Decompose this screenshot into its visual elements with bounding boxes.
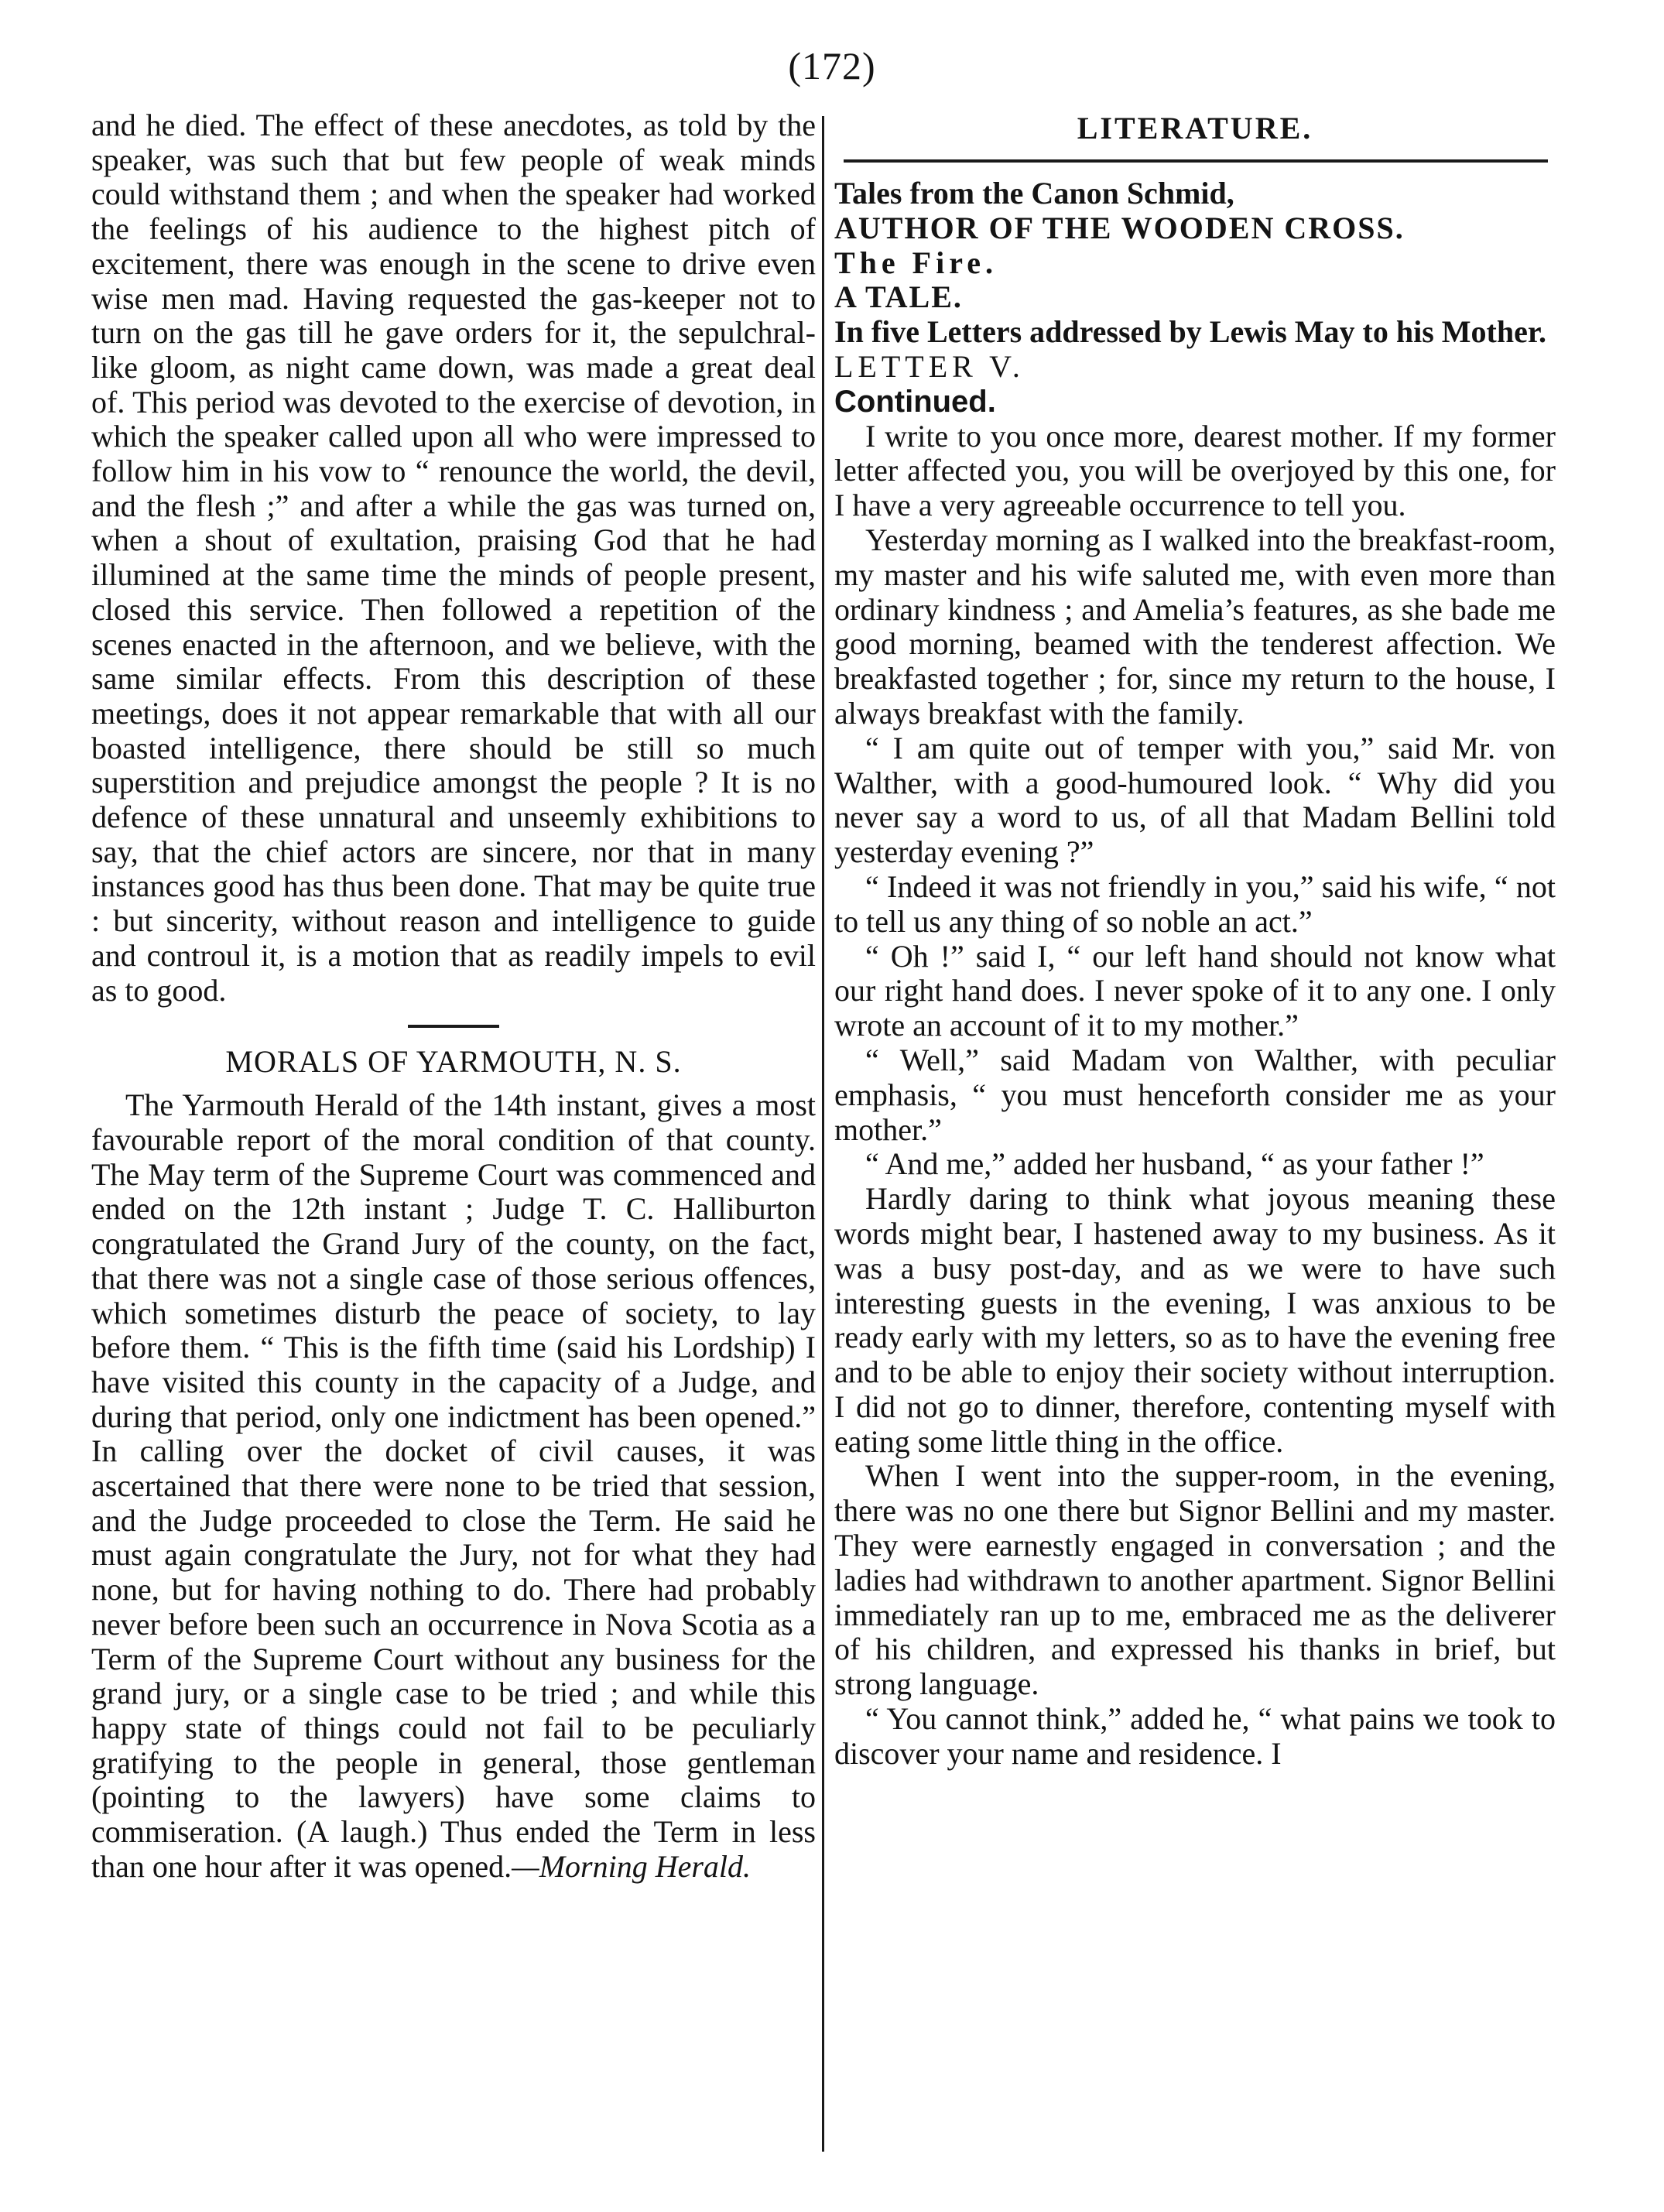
author-line: AUTHOR OF THE WOODEN CROSS. [834, 210, 1405, 245]
tale-subtitle: A TALE. [834, 279, 963, 315]
section-title: MORALS OF YARMOUTH, N. S. [225, 1044, 682, 1080]
literature-heading: LITERATURE. [1077, 111, 1313, 146]
tales-line: Tales from the Canon Schmid, [834, 176, 1234, 211]
story-paragraph: “ Well,” said Madam von Walther, with peculiar emphasis, “ you must henceforth consider me as your mother.” [834, 1042, 1556, 1147]
story-paragraph: “ I am quite out of temper with you,” said Mr. von Walther, with a good-humoured look. “ Why did you never say a word to us, of all that Madam Bellini told yesterday evening ?” [834, 730, 1556, 870]
tale-title: The Fire. [834, 245, 998, 280]
letters-line: In five Letters addressed by Lewis May to his Mother. [834, 314, 1546, 350]
column-divider [822, 116, 824, 2152]
story-paragraph: “ You cannot think,” added he, “ what pains we took to discover your name and residence. I [834, 1701, 1556, 1771]
story-paragraph: Yesterday morning as I walked into the breakfast-room, my master and his wife saluted me, with even more than ordinary kindness ; and Amelia’s features, as she bade me good morning, beamed with the tenderest affection. We breakfasted together ; for, since my return to the house, I always breakfast with the family. [834, 522, 1556, 731]
attribution: —Morning Herald. [512, 1848, 752, 1884]
continuation-paragraph: and he died. The effect of these anecdotes, as told by the speaker, was such that but few people of weak minds could withstand them ; and when the speaker had worked the feelings of his audience to the highest pitch of excitement, there was enough in the scene to drive even wise men mad. Having requested the gas-keeper not to turn on the gas till he gave orders for it, the sepulchral-like gloom, as night came down, was made a great deal of. This period was devoted to the exercise of devotion, in which the speaker called upon all who were impressed to follow him in his vow to “ renounce the world, the devil, and the flesh ;” and after a while the gas was turned on, when a shout of exultation, praising God that he had illumined at the same time the minds of people present, closed this service. Then followed a repetition of the scenes enacted in the afternoon, and we believe, with the same similar effects. From this description of these meetings, does it not appear remarkable that with all our boasted intelligence, there should be still so much superstition and prejudice amongst the people ? It is no defence of these unnatural and unseemly exhibitions to say, that the chief actors are sincere, nor that in many instances good has thus been done. That may be quite true : but sincerity, without reason and intelligence to guide and controul it, is a motion that as readily impels to evil as to good. [91, 108, 816, 1008]
section-divider [408, 1025, 499, 1028]
story-paragraph: “ Indeed it was not friendly in you,” said his wife, “ not to tell us any thing of so noble an act.” [834, 868, 1556, 939]
story-paragraph: “ Oh !” said I, “ our left hand should not know what our right hand does. I never spoke of it to any one. I only wrote an account of it to my mother.” [834, 938, 1556, 1043]
right-column [834, 108, 1556, 1772]
story-paragraph: When I went into the supper-room, in the evening, there was no one there but Signor Bellini and my master. They were earnestly engaged in conversation ; and the ladies had withdrawn to another apartment. Signor Bellini immediately ran up to me, embraced me as the deliverer of his children, and expressed his thanks in brief, but strong language. [834, 1458, 1556, 1702]
continued-label: Continued. [834, 384, 996, 419]
letter-title: LETTER V. [834, 348, 1025, 384]
morals-body: The Yarmouth Herald of the 14th instant, gives a most favourable report of the moral condition of that county. The May term of the Supreme Court was commenced and ended on the 12th instant ; Judge T. C. Halliburton congratulated the Grand Jury of the county, on the fact, that there was not a single case of those serious offences, which sometimes disturb the peace of society, to lay before them. “ This is the fifth time (said his Lordship) I have visited this county in the capacity of a Judge, and during that period, only one indictment has been opened.” In calling over the docket of civil causes, it was ascertained that there were none to be tried that session, and the Judge proceeded to close the Term. He said he must again congratulate the Jury, not for what they had none, but for having nothing to do. There had probably never before been such an occurrence in Nova Scotia as a Term of the Supreme Court without any business for the grand jury, or a single case to be tried ; and while this happy state of things could not fail to be peculiarly gratifying to the people in general, those gentleman (pointing to the lawyers) have some claims to commiseration. (A laugh.) Thus ended the Term in less than one hour after it was opened. [91, 1087, 816, 1884]
story-paragraph: Hardly daring to think what joyous meaning these words might bear, I hastened away to my business. As it was a busy post-day, and as we were to have such interesting guests in the evening, I was anxious to be ready early with my letters, so as to have the evening free and to be able to enjoy their society without interruption. I did not go to dinner, therefore, contenting myself with eating some little thing in the office. [834, 1181, 1556, 1459]
left-column [91, 108, 816, 1884]
story-paragraph: “ And me,” added her husband, “ as your father !” [865, 1146, 1484, 1182]
page-number: (172) [788, 44, 876, 87]
morals-paragraph [91, 1088, 816, 1884]
heading-rule [844, 159, 1548, 163]
story-paragraph: I write to you once more, dearest mother. If my former letter affected you, you will be overjoyed by this one, for I have a very agreeable occurrence to tell you. [834, 418, 1556, 523]
